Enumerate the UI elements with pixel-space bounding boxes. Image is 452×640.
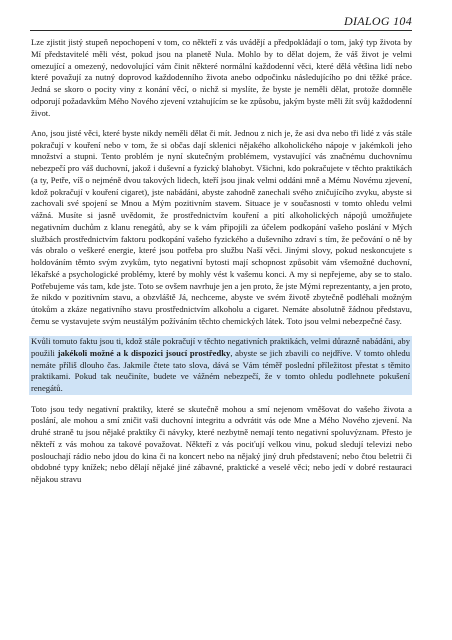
paragraph-3-text-after: , abyste se jich zbavili co nejdříve. V tomto ohledu nemáte příliš dlouho čas. Jakmile čtete tato slova, dává se Vám téměř poslední příležitost přestat s těmito praktikami. Pokud tak neučiníte, budete ve vážném nebezpečí, že v tomto ohledu podlehnete pokušení renegátů. (31, 347, 410, 394)
paragraph-1: Lze zjistit jistý stupeň nepochopení v tom, co někteří z vás uvádějí a předpokládají o tom, jaký typ života by Mí představitelé měli vést, pokud jsou na planetě Nula. Mohlo by to dělat dojem, že váš život je velmi omezující a omezený, nedovolující vám činit některé normální každodenní věci, které dělá většina lidí nebo které považují za nutný doprovod každodenního života anebo odpočinku následujícího po dni těžké práce. Jedná se skoro o pocity viny z konání věcí, o nichž si myslíte, že byste je neměli dělat, protože domněle odporují požadavkům Mého Nového zjevení vztahujícím se ke způsobu, jakým byste měli žít svůj každodenní život. (31, 37, 412, 118)
paragraph-3-text-before: Kvůli tomuto faktu jsou ti, kdož stále pokračují v těchto negativních praktikách, velmi důrazně nabádáni, aby použili (31, 336, 410, 358)
paragraph-4: Toto jsou tedy negativní praktiky, které se skutečně mohou a smí nejenom vměšovat do vašeho života a poslání, ale mohou a smí zničit vaši duchovní integritu a odvrátit vás ode Mne a Mého Nového zjevení. Na druhé straně tu jsou nějaké praktiky či návyky, které nezbytně nemají tento negativní spoluvýznam. Přesto je někteří z vás mohou za takové považovat. Někteří z vás pociťují velkou vinu, pokud sledují televizi nebo poslouchají rádio nebo jdou do kina či na koncert nebo na nějaký jiný druh představení; nebo čtou beletrii či obdobné typy knížek; nebo dělají nějaké jiné zábavné, praktické a veselé věci; nebo jedí v dobré restauraci nějakou stravu (31, 403, 412, 485)
paragraph-3-highlighted (29, 336, 412, 395)
page-header: DIALOG 104 (30, 14, 412, 31)
document-body (30, 37, 412, 494)
paragraph-2: Ano, jsou jisté věci, které byste nikdy neměli dělat či mít. Jednou z nich je, že asi dva nebo tři lidé z vás stále pokračují v kouření nebo v tom, že si občas dají sklenici nějakého alkoholického nápoje v jakémkoli jeho množství a stupni. Tento problém je nyní skutečným problémem, vystavující vás značnému duchovnímu nebezpečí pro váš duchovní, jakož i duševní a fyzický blahobyt. Všichni, kdo pokračujete v těchto praktikách (a ty, Petře, víš o nejméně dvou takových lidech, kteří jsou jinak velmi oddáni mně a Mému Novému zjevení, kdož pokračují v kouření cigaret), jste nabádáni, abyste zahodně zanechali svého zničujícího zvyku, abyste si zachovali své spojení se Mnou a Mým pozitivním stavem. Situace je v současnosti v tomto ohledu velmi vážná. Musíte si jasně uvědomit, že prostřednictvím kouření a pití alkoholických nápojů umožňujete negativním duchům z klanu renegátů, aby se k vám připojili za účelem podkopání vašeho poslání v Mých službách prostřednictvím faktoru podkopání vašeho fyzického a duševního zdraví s tím, že pečování o ně by vás obralo o veškeré energie, které jsou potřeba pro službu Naší věci. Jinými slovy, pokud neskoncujete s holdováním těmto svým zvykům, tyto negativní bytosti mají schopnost způsobit vám všemožné duchovní, lékařské a psychologické problémy, které by mohly vést k vašemu konci. A my si nepřejeme, aby se to stalo. Potřebujeme vás tam, kde jste. Toto se ovšem navrhuje jen a jen proto, že jste Mými reprezentanty, a jen proto, že nikdo v pozitivním stavu, a obzvláště Já, nechceme, abyste ve svém životě zbytečně podléhali možným útokům a zkáze negativního stavu prostřednictvím alkoholu a cigaret. Nemáte absolutně žádnou představu, čemu se vystavujete svým neustálým požíváním těchto chemických látek. Toto jsou velmi nebezpečné časy. (31, 127, 412, 326)
paragraph-3-emphasis: jakékoli možné a k dispozici jsoucí prostředky (57, 347, 231, 358)
